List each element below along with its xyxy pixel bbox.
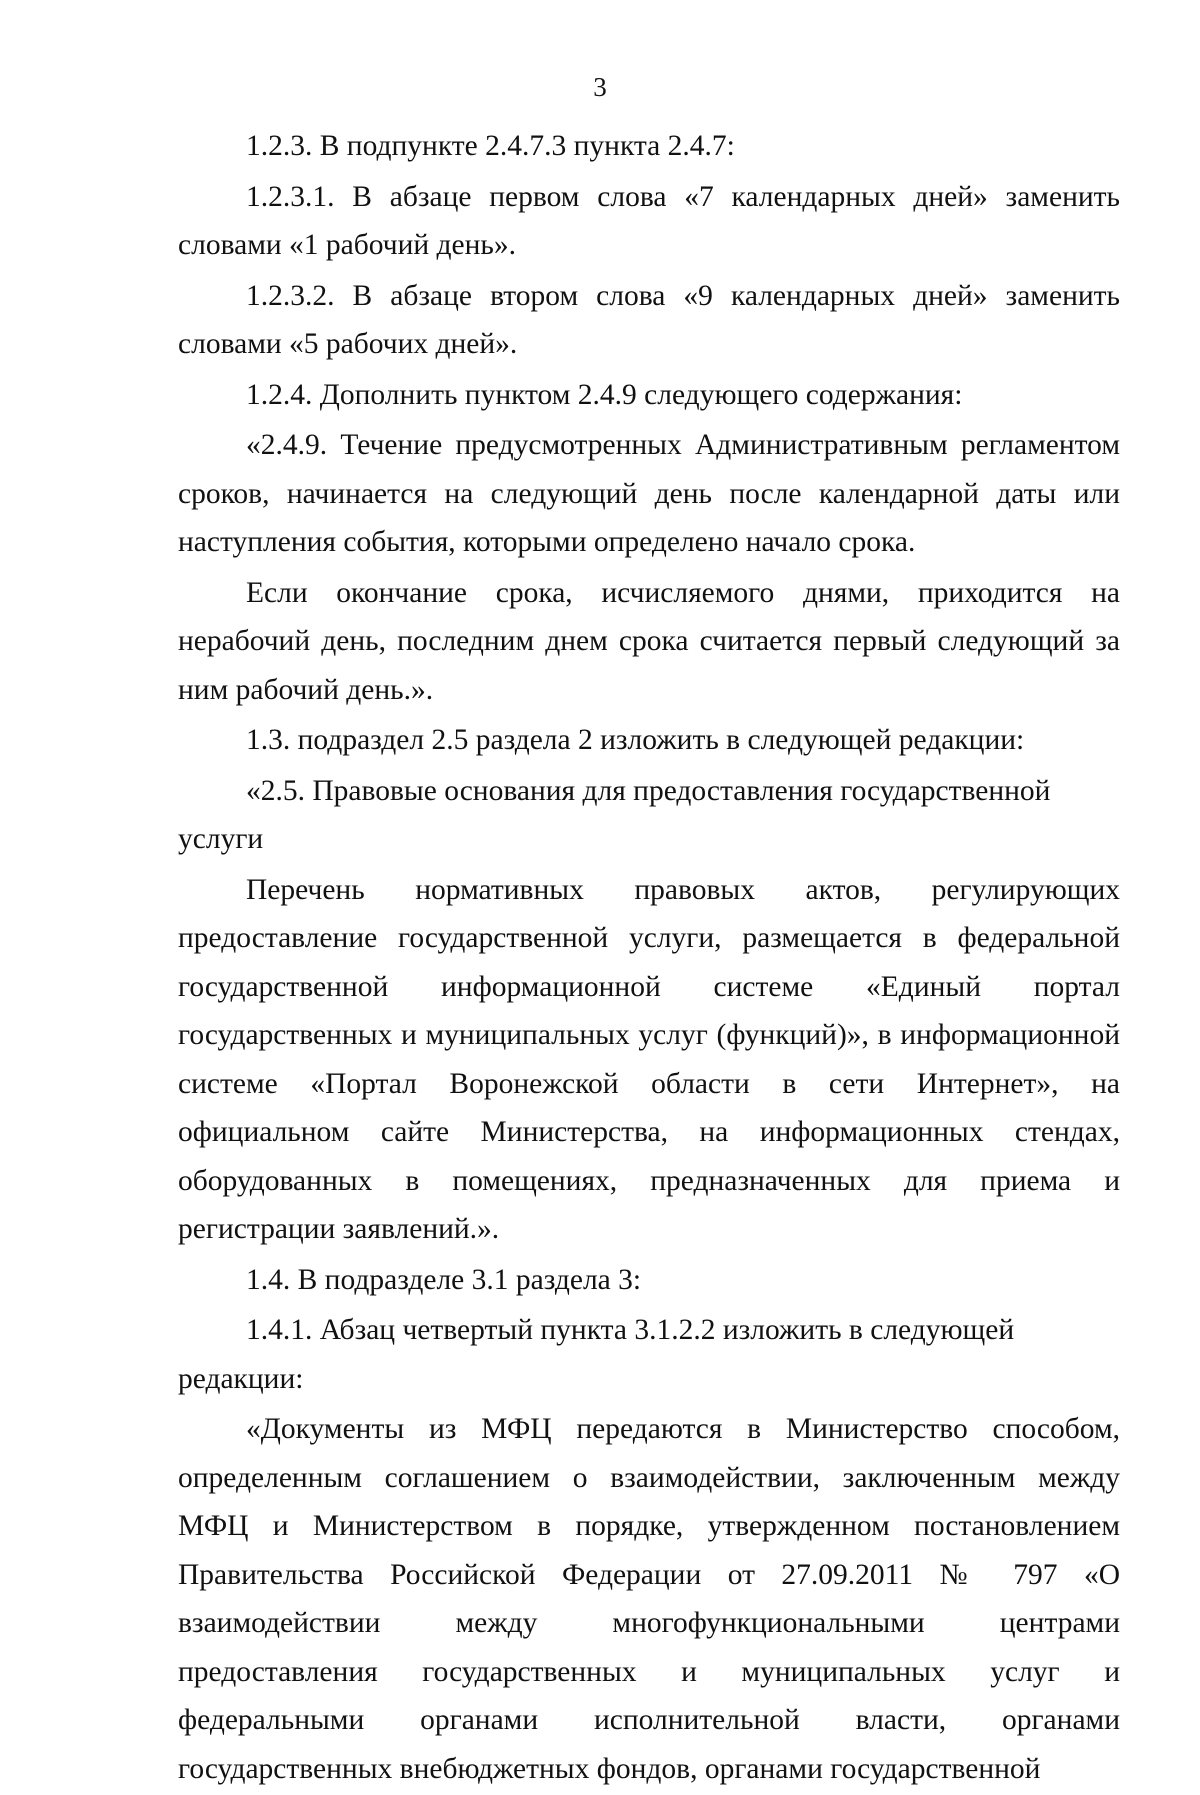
paragraph: «Документы из МФЦ передаются в Министерство способом, определенным соглашением о взаимодействии, заключенным между МФЦ и Министерством в порядке, утвержденном постановлением Правительства Российской Федерации от 27.09.2011 № 797 «О взаимодействии между многофункциональными центрами предоставления государственных и муниципальных услуг и федеральными органами исполнительной власти, органами государственных внебюджетных фондов, органами государственной	[178, 1413, 1120, 1785]
paragraph: 1.4.1. Абзац четвертый пункта 3.1.2.2 изложить в следующей редакции:	[178, 1314, 1015, 1395]
paragraph: «2.4.9. Течение предусмотренных Административным регламентом сроков, начинается на следующий день после календарной даты или наступления события, которыми определено начало срока.	[178, 429, 1120, 558]
page-number: 3	[593, 72, 607, 102]
paragraph: Перечень нормативных правовых актов, регулирующих предоставление государственной услуги, размещается в федеральной государственной информационной системе «Единый портал государственных и муниципальных услуг (функций)», в информационной системе «Портал Воронежской области в сети Интернет», на официальном сайте Министерства, на информационных стендах, оборудованных в помещениях, предназначенных для приема и регистрации заявлений.».	[178, 873, 1120, 1245]
paragraph: 1.2.3.1. В абзаце первом слова «7 календарных дней» заменить словами «1 рабочий день».	[178, 180, 1120, 261]
paragraph: 1.2.3. В подпункте 2.4.7.3 пункта 2.4.7:	[246, 130, 735, 162]
paragraph: 1.3. подраздел 2.5 раздела 2 изложить в следующей редакции:	[246, 724, 1025, 756]
paragraph: 1.2.3.2. В абзаце втором слова «9 календарных дней» заменить словами «5 рабочих дней».	[178, 279, 1120, 360]
document-body	[178, 122, 1120, 1795]
paragraph: «2.5. Правовые основания для предоставления государственной услуги	[178, 774, 1051, 855]
paragraph: 1.2.4. Дополнить пунктом 2.4.9 следующего содержания:	[246, 378, 963, 411]
paragraph: 1.4. В подразделе 3.1 раздела 3:	[246, 1263, 642, 1296]
paragraph: Если окончание срока, исчисляемого днями, приходится на нерабочий день, последним днем срока считается первый следующий за ним рабочий день.».	[178, 576, 1120, 706]
